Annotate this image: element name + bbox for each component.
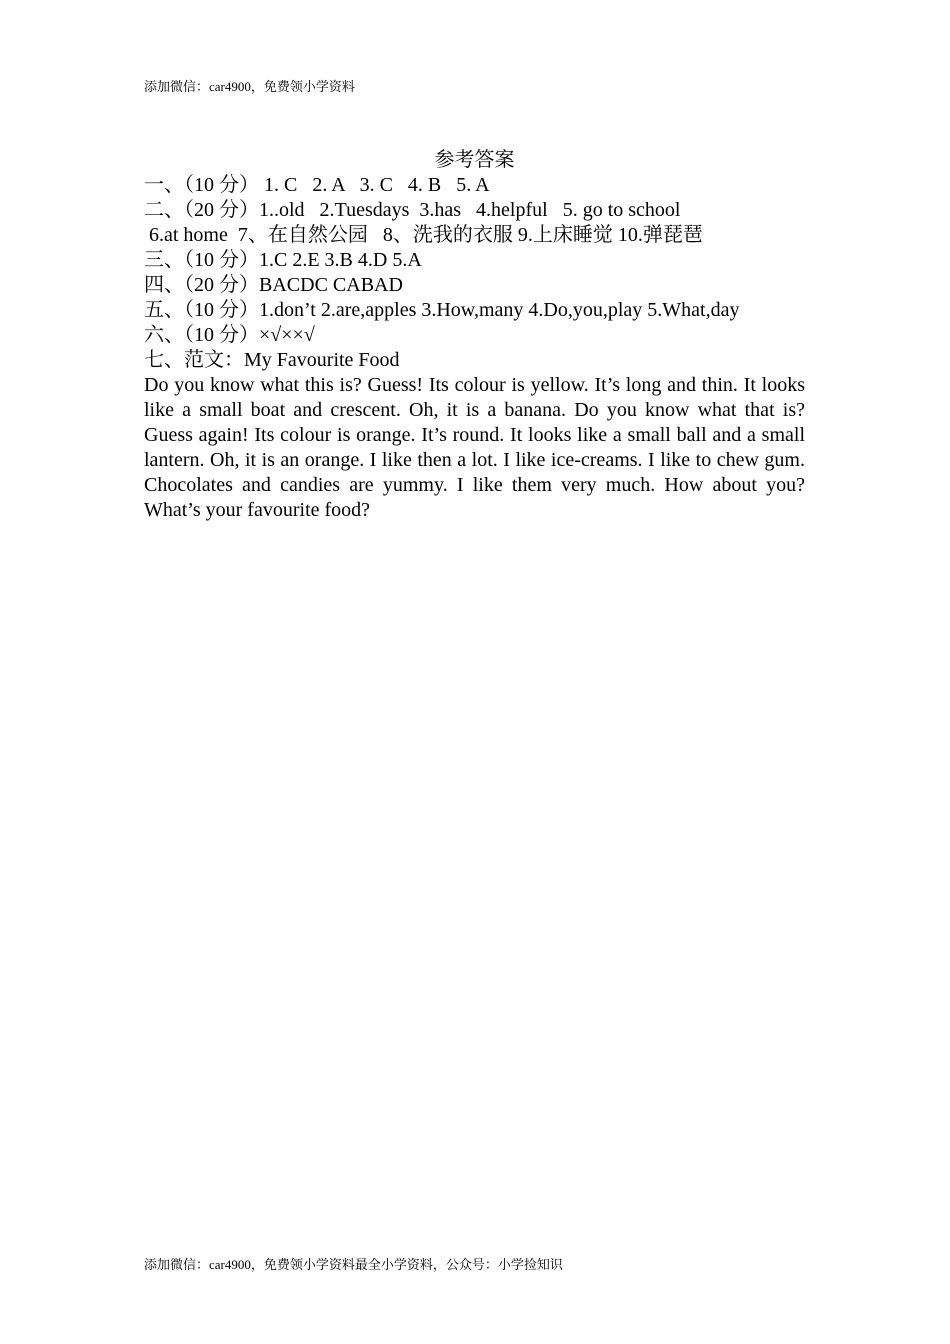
essay-heading: 七、范文：My Favourite Food xyxy=(144,349,400,371)
answer-line-4: 三、（10 分）1.C 2.E 3.B 4.D 5.A xyxy=(144,249,422,271)
answer-line-7: 六、（10 分）×√××√ xyxy=(144,324,315,346)
document-title: 参考答案 xyxy=(434,149,515,171)
answer-line-1: 一、（10 分） 1. C 2. A 3. C 4. B 5. A xyxy=(144,174,490,196)
answer-line-2: 二、（20 分）1..old 2.Tuesdays 3.has 4.helpful 5. go to school xyxy=(144,199,681,221)
page-header: 添加微信：car4900，免费领小学资料 xyxy=(144,79,355,94)
answer-line-3: 6.at home 7、在自然公园 8、洗我的衣服 9.上床睡觉 10.弹琵琶 xyxy=(144,224,703,246)
answer-key xyxy=(144,148,805,523)
answer-line-5: 四、（20 分）BACDC CABAD xyxy=(144,274,403,296)
answer-line-6: 五、（10 分）1.don’t 2.are,apples 3.How,many 4.Do,you,play 5.What,day xyxy=(144,299,740,321)
page-footer: 添加微信：car4900，免费领小学资料最全小学资料，公众号：小学捡知识 xyxy=(144,1257,563,1272)
essay-text: Do you know what this is? Guess! Its colour is yellow. It’s long and thin. It looks like a small boat and crescent. Oh, it is a banana. Do you know what that is? Guess again! Its colour is orange. It’s round. It looks like a small ball and a small lantern. Oh, it is an orange. I like then a lot. I like ice-creams. I like to chew gum. Chocolates and candies are yummy. I like them very much. How about you? What’s your favourite food? xyxy=(144,374,805,521)
